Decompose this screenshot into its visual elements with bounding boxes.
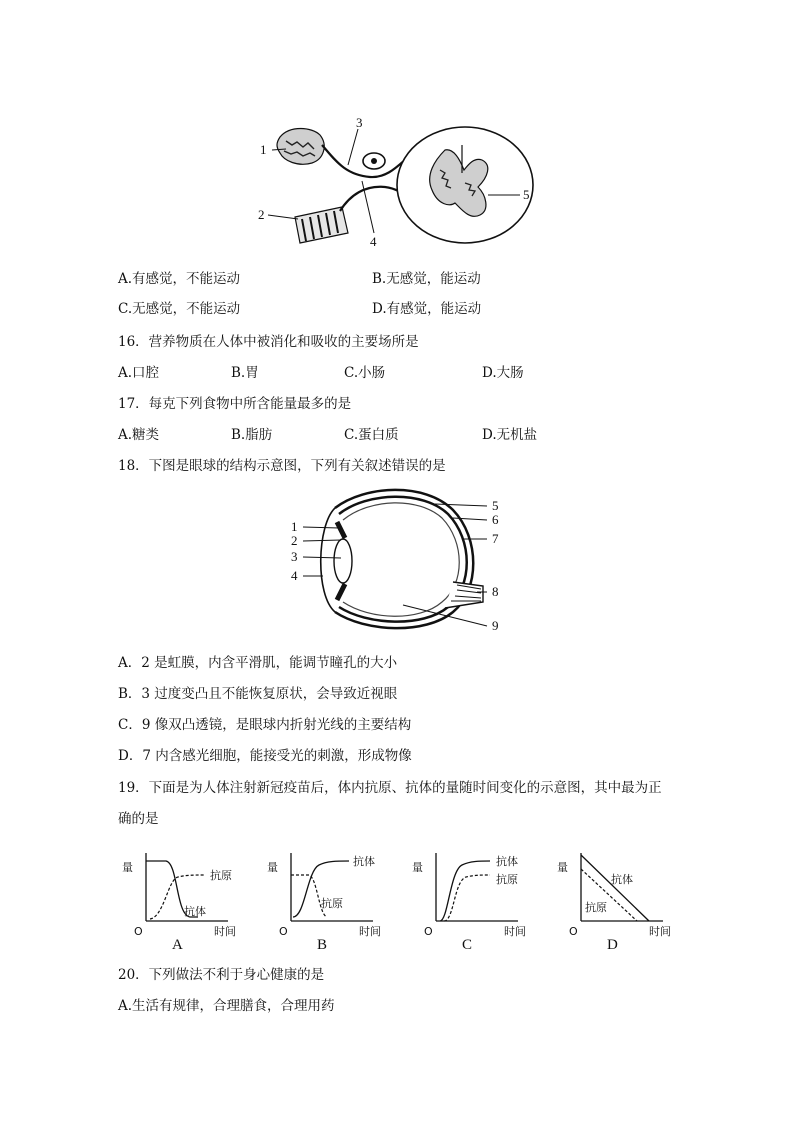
- graph-c-antigen-curve: [444, 875, 490, 921]
- graph-b: [267, 853, 381, 953]
- graph-b-ylabel: 量: [267, 861, 278, 874]
- q16-stem: 16．营养物质在人体中被消化和吸收的主要场所是: [118, 334, 419, 350]
- eyeball-body: [321, 490, 483, 628]
- q16-option-a: A.口腔: [118, 365, 160, 381]
- eye-label-5: 5: [492, 498, 499, 513]
- reflex-arc-figure: [250, 115, 550, 255]
- eye-label-1: 1: [291, 519, 298, 534]
- q16-option-b: B.胃: [231, 365, 259, 381]
- graph-a-xlabel: 时间: [214, 925, 236, 938]
- q18-option-c: C．9 像双凸透镜，是眼球内折射光线的主要结构: [118, 717, 412, 733]
- q19-stem-line2: 确的是: [118, 811, 159, 827]
- graph-c-antigen-label: 抗原: [496, 873, 518, 886]
- graph-d-antibody-label: 抗体: [611, 873, 633, 886]
- graph-a-antibody-label: 抗体: [184, 905, 206, 918]
- q17-option-d: D.无机盐: [482, 427, 538, 443]
- q17-option-b: B.脂肪: [231, 427, 273, 443]
- eye-label-6: 6: [492, 512, 499, 527]
- q16-option-c: C.小肠: [344, 365, 386, 381]
- graph-a-antigen-label: 抗原: [210, 869, 232, 882]
- q17-option-a: A.糖类: [118, 427, 160, 443]
- q17-stem: 17．每克下列食物中所含能量最多的是: [118, 396, 352, 412]
- q19-graphs: [120, 845, 680, 955]
- eyeball-figure: [285, 480, 515, 640]
- graph-b-xlabel: 时间: [359, 925, 381, 938]
- graph-a-ylabel: 量: [122, 861, 133, 874]
- q15-option-b: B.无感觉，能运动: [372, 271, 481, 287]
- eye-label-2: 2: [291, 533, 298, 548]
- eye-label-3: 3: [291, 549, 298, 564]
- label-5: 5: [523, 187, 530, 202]
- eye-label-9: 9: [492, 618, 499, 633]
- label-3: 3: [356, 115, 363, 130]
- label-1: 1: [260, 142, 267, 157]
- graph-d-origin: O: [569, 925, 578, 938]
- eye-label-7: 7: [492, 531, 499, 546]
- graph-a-caption: A: [172, 937, 183, 953]
- q18-option-b: B．3 过度变凸且不能恢复原状，会导致近视眼: [118, 686, 398, 702]
- graph-a: [122, 853, 236, 953]
- graph-c-antibody-curve: [440, 861, 490, 921]
- graph-b-antibody-label: 抗体: [353, 855, 375, 868]
- graph-d-caption: D: [607, 937, 618, 953]
- q18-stem: 18．下图是眼球的结构示意图，下列有关叙述错误的是: [118, 458, 446, 474]
- graph-c-origin: O: [424, 925, 433, 938]
- graph-c-xlabel: 时间: [504, 925, 526, 938]
- q19-stem-line1: 19．下面是为人体注射新冠疫苗后，体内抗原、抗体的量随时间变化的示意图，其中最为正: [118, 780, 662, 796]
- graph-a-origin: O: [134, 925, 143, 938]
- graph-b-caption: B: [317, 937, 328, 953]
- q15-option-d: D.有感觉，能运动: [372, 301, 482, 317]
- graph-d-ylabel: 量: [557, 861, 568, 874]
- label-2: 2: [258, 207, 265, 222]
- eye-label-4: 4: [291, 568, 298, 583]
- graph-c-antibody-label: 抗体: [496, 855, 518, 868]
- graph-c-caption: C: [462, 937, 473, 953]
- q15-option-a: A.有感觉，不能运动: [118, 271, 241, 287]
- spinal-cord: [397, 127, 533, 243]
- label-4: 4: [370, 234, 377, 249]
- graph-c: [412, 853, 526, 953]
- graph-b-antigen-label: 抗原: [321, 897, 343, 910]
- graph-d: [557, 853, 671, 953]
- graph-d-antigen-label: 抗原: [585, 901, 607, 914]
- q18-option-a: A．2 是虹膜，内含平滑肌，能调节瞳孔的大小: [118, 655, 398, 671]
- graph-b-origin: O: [279, 925, 288, 938]
- effector-muscle: [295, 207, 348, 243]
- q20-stem: 20．下列做法不利于身心健康的是: [118, 967, 325, 983]
- eye-label-8: 8: [492, 584, 499, 599]
- q16-option-d: D.大肠: [482, 365, 524, 381]
- graph-c-ylabel: 量: [412, 861, 423, 874]
- q17-option-c: C.蛋白质: [344, 427, 399, 443]
- graph-d-xlabel: 时间: [649, 925, 671, 938]
- q20-option-a: A.生活有规律，合理膳食，合理用药: [118, 998, 335, 1014]
- receptor-patch: [277, 129, 324, 165]
- q15-option-c: C.无感觉，不能运动: [118, 301, 241, 317]
- q18-option-d: D．7 内含感光细胞，能接受光的刺激，形成物像: [118, 748, 412, 764]
